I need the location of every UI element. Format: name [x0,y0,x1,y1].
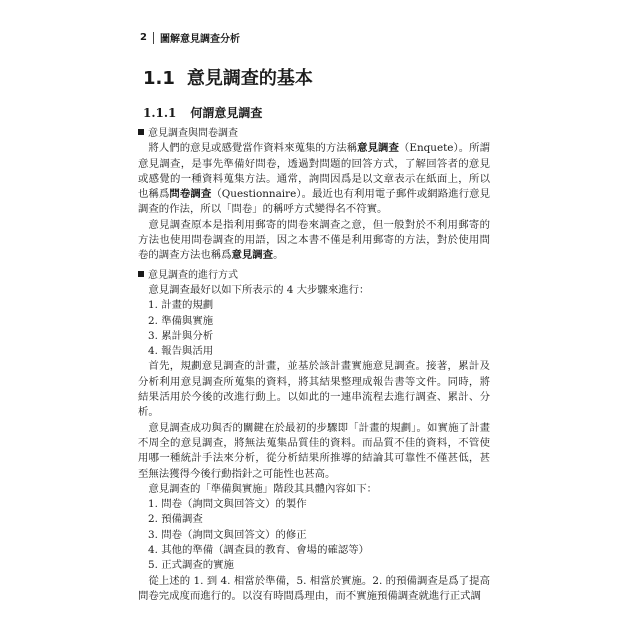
list-item: 2. 預備調查 [148,513,203,526]
paragraph: 意見調查成功與否的關鍵在於最初的步驟即「計畫的規劃」。如實施了計畫不周全的意見調查，將無法蒐集品質佳的資料。而品質不佳的資料，不管使用哪一種統計手法來分析，從分析結果所推導的結論其可靠性不僅甚低，甚至無法獲得今後行動指針之可能性也甚高。 [138,421,490,480]
paragraph: 從上述的 1. 到 4. 相當於準備，5. 相當於實施。2. 的預備調查是爲了提高問卷完成度而進行的。以沒有時間爲理由，而不實施預備調查就進行正式調 [138,574,490,602]
subsection-number: 1.1.1 [143,106,177,120]
square-bullet-icon [138,129,144,135]
body-content [138,126,490,604]
list-item: 1. 計畫的規劃 [148,299,214,312]
paragraph: 將人們的意見或感覺當作資料來蒐集的方法稱意見調查（Enquete）。所謂意見調查，是事先準備好問卷，透過對問題的回答方式，了解回答者的意見或感覺的一種資料蒐集方法。通常，詢問因爲是以文章表示在紙面上，所以也稱爲問卷調查（Questionnaire）。最近也有利用電子郵件或網路進行意見調查的作法，所以「問卷」的稱呼方式變得名不符實。 [138,142,491,216]
paragraph: 意見調查最好以如下所表示的 4 大步驟來進行： [148,283,370,296]
heading-survey-procedure: 意見調查的進行方式 [138,268,490,283]
list-item: 2. 準備與實施 [148,314,214,327]
list-item: 1. 問卷（詢問文與回答文）的製作 [148,498,307,511]
running-header [140,30,240,45]
heading-survey-and-questionnaire: 意見調查與問卷調查 [138,126,490,141]
square-bullet-icon [138,271,144,277]
page-number: 2 [140,32,147,43]
book-title: 圖解意見調查分析 [159,34,240,45]
section-title-text: 意見調查的基本 [186,68,313,89]
list-item: 3. 累計與分析 [148,329,214,342]
subsection-title-text: 何謂意見調查 [190,106,263,120]
section-title [143,64,313,90]
list-item: 5. 正式調查的實施 [148,559,234,572]
list-item: 3. 問卷（詢問文與回答文）的修正 [148,528,307,541]
paragraph: 意見調查原本是指利用郵寄的問卷來調查之意，但一般對於不利用郵寄的方法也使用問卷調查的用語，因之本書不僅是利用郵寄的方法，對於使用問卷的調查方法也稱爲意見調查。 [138,218,490,262]
header-divider [153,32,154,44]
section-number: 1.1 [143,68,175,89]
subsection-title [143,104,262,121]
paragraph: 意見調查的「準備與實施」階段其具體內容如下： [148,482,377,495]
list-item: 4. 報告與活用 [148,345,214,358]
list-item: 4. 其他的準備（調查員的教育、會場的確認等） [148,544,370,557]
paragraph: 首先，規劃意見調查的計畫，並基於該計畫實施意見調查。接著，累計及分析利用意見調查所蒐集的資料，將其結果整理成報告書等文件。同時，將結果活用於今後的改進行動上。以如此的一連串流程去進行調查、累計、分析。 [138,360,490,419]
